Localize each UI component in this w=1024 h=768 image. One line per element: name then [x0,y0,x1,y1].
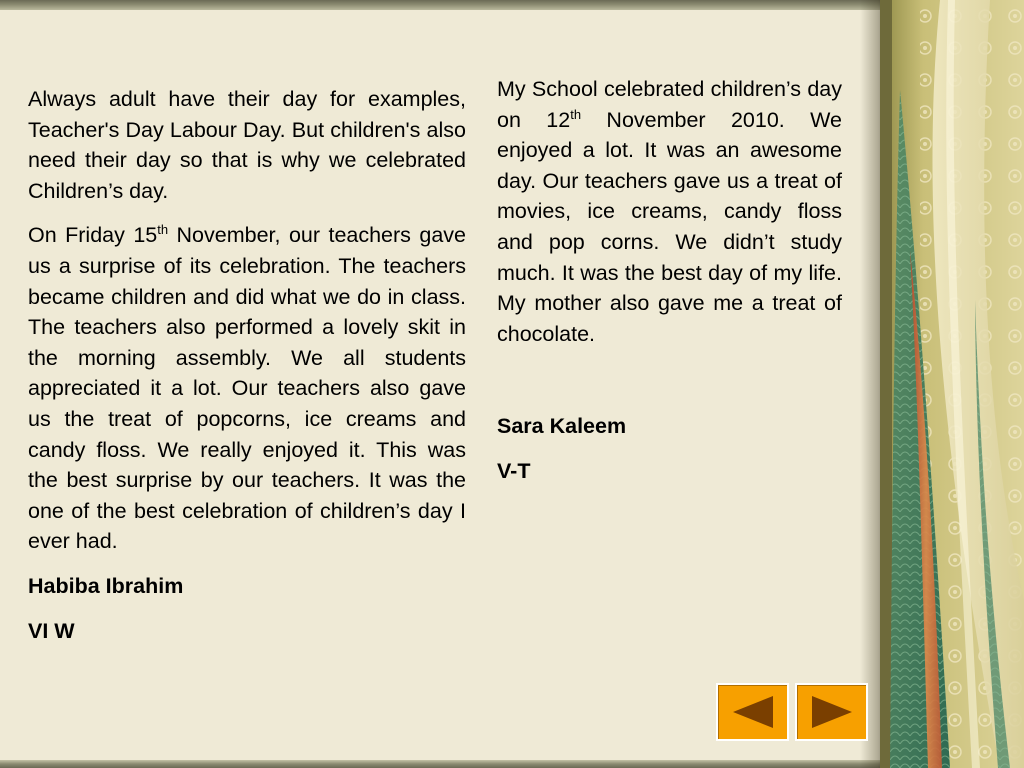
ordinal-suffix: th [157,222,169,238]
right-author-class: V-T [497,458,531,483]
left-paragraph-2-rest: November, our teachers gave us a surprise of its celebration. The teachers became children and did what we do in class. The teachers also performed a lovely skit in the morning assembly. We all students appreciated it a lot. Our teachers also gave us the treat of popcorns, ice creams and candy floss. We really enjoyed it. This was the best surprise by our teachers. It was the one of the best celebration of children’s day I ever had. [28,223,466,554]
right-paragraph-1-rest: November 2010. We enjoyed a lot. It was an awesome day. Our teachers gave us a treat of movies, ice creams, candy floss and pop corns. We didn’t study much. It was the best day of my life. My mother also gave me a treat of chocolate. [497,107,842,346]
right-paragraph-1-start: My School celebrated children’s day on 12 [497,77,842,132]
next-slide-button[interactable] [795,683,868,741]
left-paragraph-2 [28,220,466,557]
decorative-side-panel [880,0,1024,768]
ordinal-suffix: th [570,106,582,122]
top-frame-bar [0,0,890,10]
triangle-right-icon [808,694,856,730]
left-author-class: VI W [28,618,75,643]
left-paragraph-1: Always adult have their day for examples, Teacher's Day Labour Day. But children's also need their day so that is why we celebrated Children’s day. [28,87,466,203]
left-paragraph-2-start: On Friday 15 [28,223,158,248]
previous-slide-button[interactable] [716,683,789,741]
bottom-frame-bar [0,760,890,768]
left-author-name: Habiba Ibrahim [28,573,184,598]
right-paragraph-1 [497,74,842,349]
left-article [28,84,466,660]
right-article [497,74,842,501]
triangle-left-icon [729,694,777,730]
right-author-name: Sara Kaleem [497,414,627,439]
